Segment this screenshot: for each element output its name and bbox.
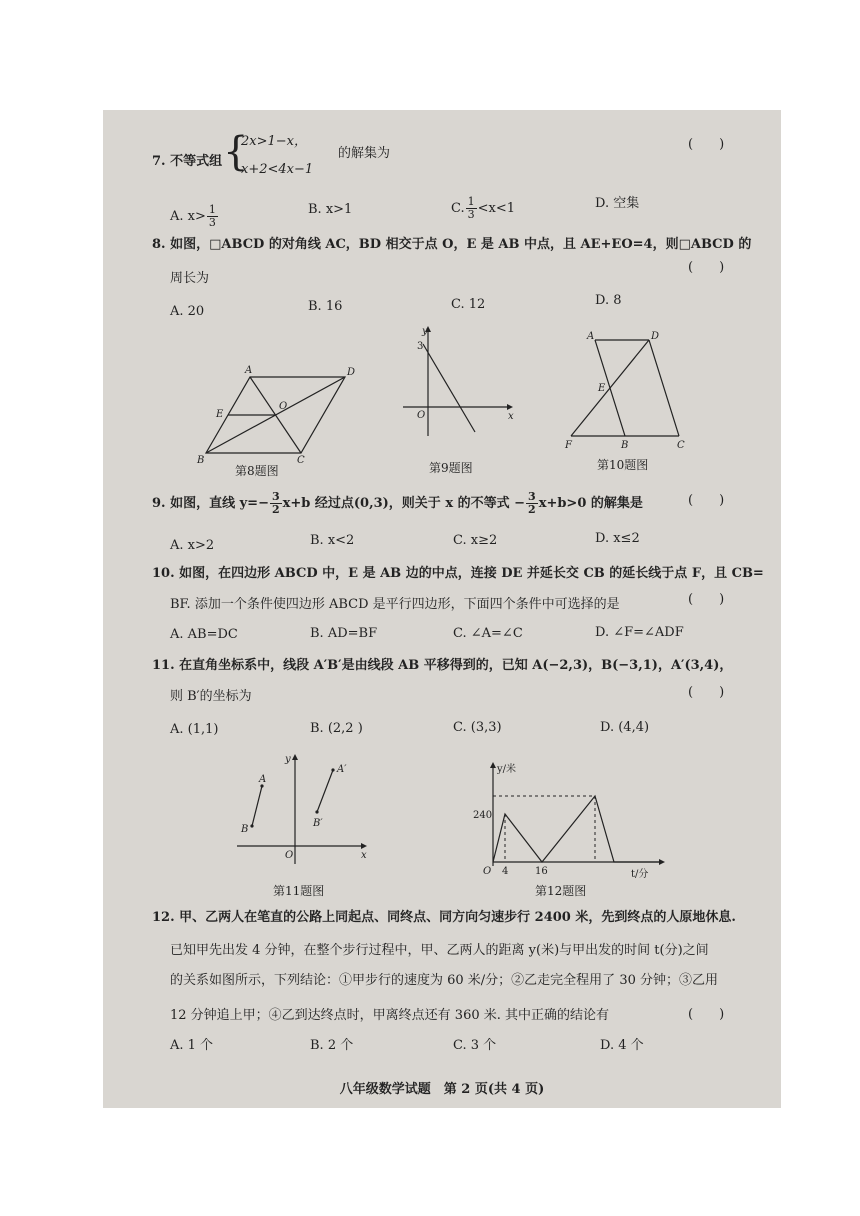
f9-label-3: 3 — [417, 341, 424, 352]
exam-page — [103, 110, 781, 1108]
q11-option-a: A. (1,1) — [170, 722, 219, 737]
q7-brace: { — [223, 129, 249, 175]
f11-label-y: y — [285, 754, 291, 765]
q10-option-b: B. AD=BF — [310, 626, 378, 641]
figure-8-caption: 第8题图 — [235, 464, 279, 478]
figure-9-caption: 第9题图 — [429, 461, 473, 475]
q12-option-d: D. 4 个 — [600, 1038, 644, 1053]
f8-label-b: B — [197, 455, 205, 466]
f8-label-o: O — [279, 401, 288, 412]
q12-option-c: C. 3 个 — [453, 1038, 497, 1053]
q10-line-1: 10. 如图，在四边形 ABCD 中，E 是 AB 边的中点，连接 DE 并延长交 CB 的延长线于点 F，且 CB= — [152, 566, 764, 581]
f11-label-o: O — [285, 850, 294, 861]
q9-option-d: D. x≤2 — [595, 531, 640, 546]
q10-option-d: D. ∠F=∠ADF — [595, 625, 684, 640]
q7-option-b: B. x>1 — [308, 202, 353, 217]
q11-option-c: C. (3,3) — [453, 720, 502, 735]
f8-diagonal-bd — [206, 377, 345, 453]
figure-10-caption: 第10题图 — [597, 458, 649, 472]
q12-answer-paren: ( ) — [688, 1007, 725, 1022]
figure-10-quadrilateral — [563, 330, 683, 455]
q9-stem: 9. 如图，直线 y=− $\frac{3}{2}$ x+b 经过点(0,3)，则关于 x 的不等式 − $\frac{3}{2}$ x+b>0 的解集是 — [152, 490, 643, 517]
q7-inequality-1: 2x>1−x， — [241, 134, 307, 149]
figure-12-distance-time-graph — [473, 762, 669, 880]
f8-label-a: A — [245, 365, 253, 376]
f10-label-e: E — [598, 383, 606, 394]
q11-answer-paren: ( ) — [688, 685, 725, 700]
figure-12-caption: 第12题图 — [535, 884, 587, 898]
f9-label-y: y — [422, 326, 428, 337]
q8-option-c: C. 12 — [451, 297, 486, 312]
q8-option-d: D. 8 — [595, 293, 622, 308]
f12-label-16: 16 — [535, 866, 548, 877]
f11-label-b-prime: B′ — [313, 818, 323, 829]
figure-8-parallelogram — [193, 335, 363, 466]
f8-label-c: C — [297, 455, 305, 466]
f12-label-240: 240 — [473, 810, 493, 821]
q9-answer-paren: ( ) — [688, 493, 725, 508]
figure-11-caption: 第11题图 — [273, 884, 325, 898]
f10-label-b: B — [621, 440, 629, 451]
f9-label-x: x — [508, 411, 514, 422]
q11-line-2: 则 B′的坐标为 — [170, 689, 252, 704]
f10-line-df — [571, 340, 649, 436]
q8-option-a: A. 20 — [170, 304, 205, 319]
q9-option-c: C. x≥2 — [453, 533, 498, 548]
f11-segment-apbp — [317, 770, 333, 812]
f9-line — [423, 344, 475, 432]
q8-option-b: B. 16 — [308, 299, 343, 314]
q12-line-3: 的关系如图所示，下列结论：①甲步行的速度为 60 米/分；②乙走完全程用了 30 分钟；③乙用 — [170, 973, 718, 988]
q7-stem: 7. 不等式组 — [152, 154, 223, 169]
q12-option-a: A. 1 个 — [170, 1038, 214, 1053]
f12-label-o: O — [483, 866, 492, 877]
q10-line-2: BF. 添加一个条件使四边形 ABCD 是平行四边形，下面四个条件中可选择的是 — [170, 597, 620, 612]
f10-label-a: A — [587, 331, 595, 342]
figure-9-line-graph — [395, 326, 515, 446]
q10-option-c: C. ∠A=∠C — [453, 626, 523, 641]
f11-label-b: B — [241, 824, 249, 835]
f11-label-a: A — [259, 774, 267, 785]
f10-label-d: D — [651, 331, 660, 342]
q7-inequality-2: x+2<4x−1 — [241, 162, 314, 177]
q8-line-1: 8. 如图，□ABCD 的对角线 AC，BD 相交于点 O，E 是 AB 中点，且 AE+EO=4，则□ABCD 的 — [152, 237, 752, 252]
f12-label-t: t/分 — [631, 869, 649, 880]
f10-label-c: C — [677, 440, 685, 451]
f10-side-dc — [649, 340, 679, 436]
figure-11-coordinate-translation — [231, 752, 371, 872]
q8-answer-paren: ( ) — [688, 260, 725, 275]
q9-option-a: A. x>2 — [170, 538, 215, 553]
q12-line-4: 12 分钟追上甲；④乙到达终点时，甲离终点还有 360 米. 其中正确的结论有 — [170, 1008, 610, 1023]
q12-line-1: 12. 甲、乙两人在笔直的公路上同起点、同终点、同方向匀速步行 2400 米，先到终点的人原地休息. — [152, 910, 736, 925]
q10-option-a: A. AB=DC — [170, 627, 238, 642]
q11-option-d: D. (4,4) — [600, 720, 650, 735]
f12-label-y: y/米 — [497, 764, 517, 775]
f8-label-e: E — [216, 409, 224, 420]
q11-line-1: 11. 在直角坐标系中，线段 A′B′是由线段 AB 平移得到的，已知 A(−2,3)，B(−3,1)，A′(3,4)， — [152, 658, 733, 673]
q12-option-b: B. 2 个 — [310, 1038, 354, 1053]
q7-option-d: D. 空集 — [595, 196, 640, 211]
f11-label-a-prime: A′ — [337, 764, 347, 775]
f11-segment-ab — [252, 786, 262, 826]
q9-option-b: B. x<2 — [310, 533, 355, 548]
f10-label-f: F — [565, 440, 572, 451]
f12-label-4: 4 — [502, 866, 509, 877]
q7-option-c: C. $\frac{1}{3}$ <x<1 — [451, 195, 516, 222]
q8-line-2: 周长为 — [170, 271, 210, 286]
page-footer: 八年级数学试题 第 2 页(共 4 页) — [339, 1082, 545, 1097]
q12-line-2: 已知甲先出发 4 分钟，在整个步行过程中，甲、乙两人的距离 y(米)与甲出发的时间 t(分)之间 — [170, 943, 709, 958]
q7-option-a: A. x> $\frac{1}{3}$ — [170, 203, 216, 230]
f12-distance-line — [493, 796, 659, 862]
f11-label-x: x — [361, 850, 367, 861]
q10-answer-paren: ( ) — [688, 592, 725, 607]
f9-label-o: O — [417, 410, 426, 421]
q11-option-b: B. (2,2 ) — [310, 721, 363, 736]
f8-label-d: D — [347, 367, 356, 378]
q7-answer-paren: ( ) — [688, 137, 725, 152]
q7-tail: 的解集为 — [338, 146, 391, 161]
